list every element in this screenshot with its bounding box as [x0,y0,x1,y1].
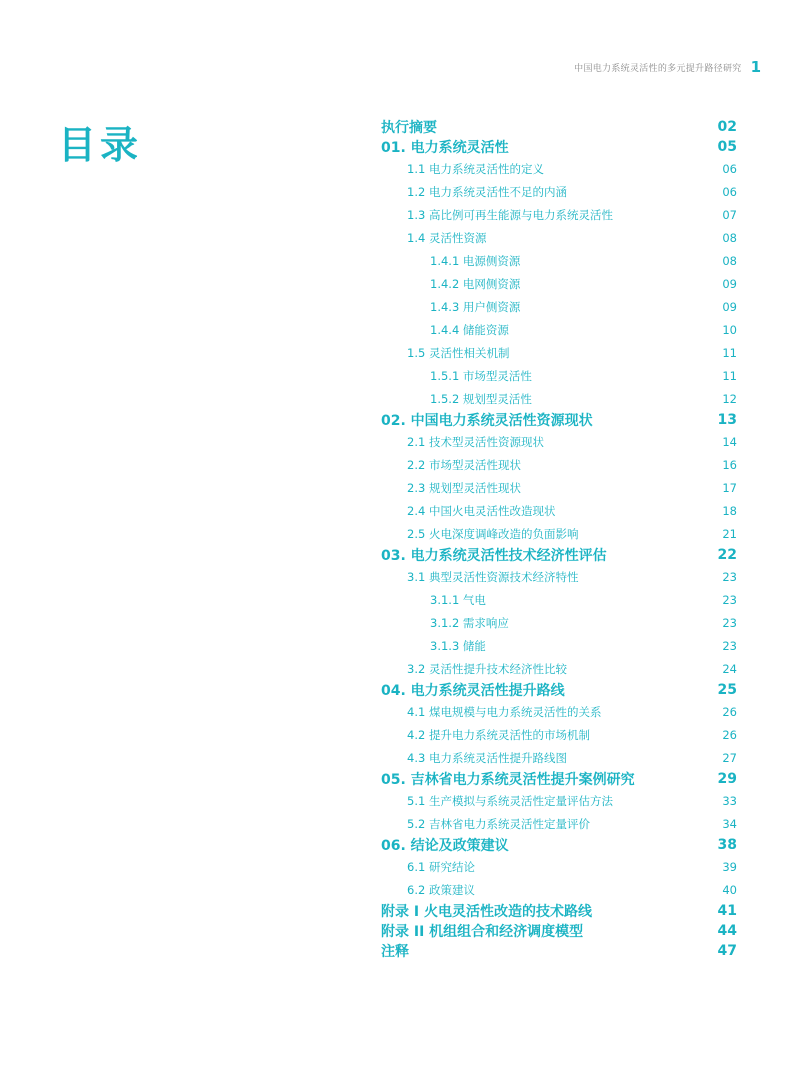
toc-section[interactable] [381,364,737,387]
toc-entry-page: 23 [722,592,737,607]
toc-chapter[interactable] [381,680,737,700]
toc-entry-label: 注释 [381,944,409,960]
toc-entry-page: 27 [722,750,737,765]
toc-section[interactable] [381,318,737,341]
toc-entry-page: 34 [722,816,737,831]
toc-entry-page: 08 [722,253,737,268]
toc-section[interactable] [381,272,737,295]
toc-section[interactable] [381,499,737,522]
toc-chapter[interactable] [381,835,737,855]
page-title: 目录 [58,123,143,167]
toc-chapter[interactable] [381,410,737,430]
page-number: 1 [750,58,761,76]
toc-entry-page: 40 [722,882,737,897]
toc-entry-label: 附录 I 火电灵活性改造的技术路线 [381,904,592,920]
toc-entry-label: 06. 结论及政策建议 [381,838,509,854]
toc-entry-label: 4.1 煤电规模与电力系统灵活性的关系 [407,704,602,719]
toc-entry-page: 23 [722,615,737,630]
toc-chapter[interactable] [381,941,737,961]
toc-entry-label: 2.5 火电深度调峰改造的负面影响 [407,526,579,541]
toc-entry-label: 执行摘要 [381,120,437,136]
toc-section[interactable] [381,565,737,588]
toc-entry-page: 06 [722,161,737,176]
toc-entry-label: 1.1 电力系统灵活性的定义 [407,161,544,176]
running-title: 中国电力系统灵活性的多元提升路径研究 [574,63,742,74]
toc-entry-page: 10 [722,322,737,337]
toc-entry-page: 02 [717,119,737,135]
toc-section[interactable] [381,430,737,453]
toc-section[interactable] [381,746,737,769]
toc-entry-page: 11 [722,368,737,383]
toc-entry-label: 6.1 研究结论 [407,859,475,874]
toc-chapter[interactable] [381,769,737,789]
toc-entry-label: 1.5 灵活性相关机制 [407,345,510,360]
toc-entry-label: 03. 电力系统灵活性技术经济性评估 [381,548,607,564]
toc-entry-page: 14 [722,434,737,449]
toc-entry-page: 11 [722,345,737,360]
toc-section[interactable] [381,878,737,901]
toc-entry-label: 3.1.1 气电 [430,592,486,607]
toc-entry-label: 1.5.1 市场型灵活性 [430,368,532,383]
toc-section[interactable] [381,180,737,203]
toc-section[interactable] [381,453,737,476]
toc-section[interactable] [381,855,737,878]
toc-entry-page: 39 [722,859,737,874]
toc-entry-page: 25 [717,682,737,698]
toc-entry-page: 23 [722,638,737,653]
toc-entry-label: 1.4 灵活性资源 [407,230,487,245]
toc-entry-page: 44 [717,923,737,939]
toc-entry-page: 29 [717,771,737,787]
toc-entry-label: 附录 II 机组组合和经济调度模型 [381,924,584,940]
toc-entry-page: 21 [722,526,737,541]
toc-section[interactable] [381,203,737,226]
toc-entry-page: 38 [717,837,737,853]
toc-entry-label: 6.2 政策建议 [407,882,475,897]
toc-entry-label: 2.1 技术型灵活性资源现状 [407,434,544,449]
toc-section[interactable] [381,226,737,249]
toc-entry-page: 05 [717,139,737,155]
toc-entry-label: 1.4.3 用户侧资源 [430,299,521,314]
toc-chapter[interactable] [381,921,737,941]
toc-section[interactable] [381,157,737,180]
toc-entry-page: 17 [722,480,737,495]
toc-entry-label: 02. 中国电力系统灵活性资源现状 [381,413,593,429]
toc-entry-page: 41 [717,903,737,919]
toc-entry-page: 26 [722,727,737,742]
toc-section[interactable] [381,522,737,545]
toc-section[interactable] [381,657,737,680]
toc-entry-page: 09 [722,299,737,314]
toc-chapter[interactable] [381,137,737,157]
toc-entry-page: 07 [722,207,737,222]
toc-chapter[interactable] [381,117,737,137]
table-of-contents [381,117,737,961]
toc-section[interactable] [381,611,737,634]
toc-section[interactable] [381,588,737,611]
toc-entry-page: 24 [722,661,737,676]
toc-entry-label: 4.3 电力系统灵活性提升路线图 [407,750,567,765]
toc-entry-page: 47 [717,943,737,959]
toc-entry-label: 1.3 高比例可再生能源与电力系统灵活性 [407,207,613,222]
toc-section[interactable] [381,700,737,723]
toc-section[interactable] [381,341,737,364]
toc-entry-label: 1.2 电力系统灵活性不足的内涵 [407,184,567,199]
running-header [574,58,761,76]
toc-entry-page: 16 [722,457,737,472]
toc-entry-label: 1.4.4 储能资源 [430,322,509,337]
toc-entry-label: 1.5.2 规划型灵活性 [430,391,532,406]
toc-entry-label: 01. 电力系统灵活性 [381,140,509,156]
toc-entry-label: 3.1 典型灵活性资源技术经济特性 [407,569,579,584]
toc-entry-page: 06 [722,184,737,199]
toc-entry-label: 2.4 中国火电灵活性改造现状 [407,503,556,518]
toc-entry-page: 12 [722,391,737,406]
toc-entry-page: 08 [722,230,737,245]
toc-entry-label: 4.2 提升电力系统灵活性的市场机制 [407,727,590,742]
toc-section[interactable] [381,812,737,835]
toc-entry-label: 2.2 市场型灵活性现状 [407,457,521,472]
toc-entry-page: 26 [722,704,737,719]
toc-entry-page: 18 [722,503,737,518]
toc-entry-label: 04. 电力系统灵活性提升路线 [381,683,565,699]
toc-section[interactable] [381,476,737,499]
toc-entry-page: 22 [717,547,737,563]
toc-entry-label: 05. 吉林省电力系统灵活性提升案例研究 [381,772,635,788]
toc-entry-label: 3.2 灵活性提升技术经济性比较 [407,661,567,676]
toc-entry-label: 5.1 生产模拟与系统灵活性定量评估方法 [407,793,613,808]
toc-section[interactable] [381,634,737,657]
toc-entry-label: 1.4.1 电源侧资源 [430,253,521,268]
toc-entry-label: 2.3 规划型灵活性现状 [407,480,521,495]
toc-entry-label: 3.1.3 储能 [430,638,486,653]
toc-entry-page: 09 [722,276,737,291]
toc-entry-label: 3.1.2 需求响应 [430,615,509,630]
toc-chapter[interactable] [381,901,737,921]
toc-entry-label: 1.4.2 电网侧资源 [430,276,521,291]
toc-entry-page: 23 [722,569,737,584]
toc-chapter[interactable] [381,545,737,565]
toc-section[interactable] [381,789,737,812]
toc-section[interactable] [381,249,737,272]
toc-section[interactable] [381,723,737,746]
toc-entry-page: 13 [717,412,737,428]
toc-section[interactable] [381,295,737,318]
toc-entry-label: 5.2 吉林省电力系统灵活性定量评价 [407,816,590,831]
toc-entry-page: 33 [722,793,737,808]
toc-section[interactable] [381,387,737,410]
